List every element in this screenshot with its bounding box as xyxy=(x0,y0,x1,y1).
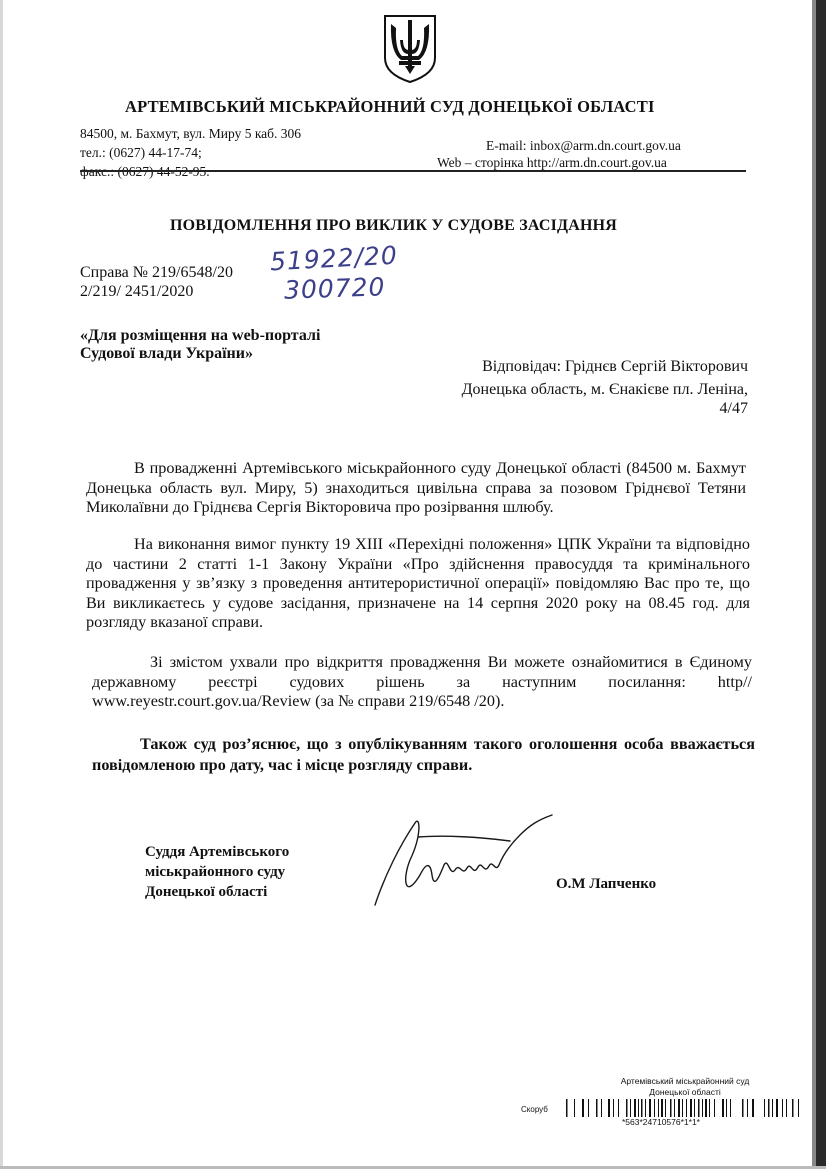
letterhead-divider xyxy=(80,170,746,172)
court-website: Web – сторінка http://arm.dn.court.gov.ua xyxy=(437,155,667,170)
notice-title: ПОВІДОМЛЕННЯ ПРО ВИКЛИК У СУДОВЕ ЗАСІДАННЯ xyxy=(170,217,618,234)
web-portal-note-line-2: Судової влади України» xyxy=(80,345,253,362)
trident-emblem-icon xyxy=(381,12,439,84)
judge-title xyxy=(145,842,289,902)
court-email: E-mail: inbox@arm.dn.court.gov.ua xyxy=(486,138,681,153)
barcode-number: *563*24710576*1*1* xyxy=(622,1117,700,1127)
web-portal-note-line-1: «Для розміщення на web-порталі xyxy=(80,327,321,344)
signature-icon xyxy=(360,805,560,910)
paragraph-summons: На виконання вимог пункту 19 ХІІІ «Перехідні положення» ЦПК України та відповідно до частини 2 статті 1-1 Закону України «Про здійснення правосуддя та кримінального провадження у зв’язку з проведення антитерористичної операції» повідомляю Вас про те, що Ви викликаєтесь у судове засідання, призначене на 14 серпня 2020 року на 08.45 год. для розгляду вказаної справи. xyxy=(86,535,750,632)
court-fax: факс.: (0627) 44-52-95. xyxy=(80,164,210,179)
case-number: Справа № 219/6548/20 xyxy=(80,264,233,281)
court-name: АРТЕМІВСЬКИЙ МІСЬКРАЙОННИЙ СУД ДОНЕЦЬКОЇ ОБЛАСТІ xyxy=(125,97,655,116)
respondent-address-building: 4/47 xyxy=(719,400,748,417)
court-phone: тел.: (0627) 44-17-74; xyxy=(80,145,202,160)
court-address: 84500, м. Бахмут, вул. Миру 5 каб. 306 xyxy=(80,126,302,141)
paragraph-case-description: В провадженні Артемівського міськрайонного суду Донецької області (84500 м. Бахмут Донецька область вул. Миру, 5) знаходиться цивільна справа за позовом Гріднєвої Тетяни Миколаївни до Гріднєва Сергія Вікторовича про розірвання шлюбу. xyxy=(86,459,746,517)
judge-title-line-3: Донецької області xyxy=(145,884,268,900)
judge-name: О.М Лапченко xyxy=(556,876,657,892)
respondent-address: Донецька область, м. Єнакієве пл. Леніна, xyxy=(461,381,748,398)
footer-court-line-1: Артемівський міськрайонний суд xyxy=(620,1076,750,1086)
handwritten-date: 300720 xyxy=(283,272,386,305)
paragraph-publication-notice: Також суд роз’яснює, що з опублікуванням такого оголошення особа вважається повідомленою про дату, час і місце розгляду справи. xyxy=(92,735,755,774)
proceeding-number: 2/219/ 2451/2020 xyxy=(80,283,194,300)
judge-title-line-1: Суддя Артемівського xyxy=(145,844,290,860)
footer-court-stamp xyxy=(600,1076,770,1098)
barcode-icon xyxy=(566,1099,806,1117)
handwritten-registration-number: 51922/20 xyxy=(269,240,399,277)
judge-title-line-2: міськрайонного суду xyxy=(145,864,286,880)
scan-label: Скоруб xyxy=(521,1105,548,1114)
respondent-name: Відповідач: Гріднєв Сергій Вікторович xyxy=(482,358,748,375)
paragraph-registry-link: Зі змістом ухвали про відкриття провадження Ви можете ознайомитися в Єдиному державному реєстрі судових рішень за наступним посилання: http// www.reyestr.court.gov.ua/Review (за № справи 219/6548 /20). xyxy=(92,653,752,711)
footer-court-line-2: Донецької області xyxy=(649,1087,721,1097)
